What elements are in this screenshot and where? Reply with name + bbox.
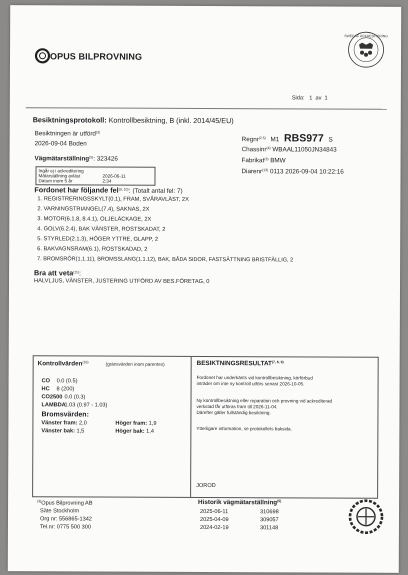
company-phone: Tel.nr: 0775 500 300 — [39, 524, 91, 531]
diary-value: 0113 2026-09-04 10:22:16 — [269, 168, 344, 176]
regnr-row: Regnr$^{(2.5)}$ M1 RBS977 S — [241, 132, 333, 145]
company-orgnr: Org nr: 556865-1342 — [39, 516, 92, 523]
swedac-seal-icon — [344, 31, 388, 69]
inspection-performed-value: 2026-09-04 Boden — [34, 140, 87, 148]
defect-item: 4. GOLV(6.2.4), BAK VÄNSTER, ROSTSKADAT, 2 — [37, 226, 166, 233]
defect-item: 2. VARNINGSTRIANGEL(7.4), SAKNAS, 2X — [37, 206, 150, 213]
history-value: 309057 — [259, 517, 279, 524]
defect-item: 3. MOTOR(6.1.8, 8.4.1), OLJELÄCKAGE, 2X — [37, 216, 152, 223]
result-paragraph-3: Ytterligare information, se protokollets baksida. — [196, 425, 292, 432]
make-row: Fabrikat$^{(3)}$ BMW — [241, 157, 286, 165]
result-paragraph-1-line-2: inträder om inte ny kontroll utförs senast 2026-10-05. — [196, 380, 305, 387]
brake-heading: Bromsvärden: — [41, 411, 89, 419]
control-note: (gränsvärden inom parentes) — [105, 361, 165, 367]
result-paragraph-1-line-1: Fordonet har underkänts vid kontrollbesiktning, körförbud — [196, 374, 313, 381]
result-signature: JOROD — [196, 482, 216, 490]
history-date: 2025-06-11 — [200, 508, 229, 516]
history-heading: Historik vägmätarställning$^{(5)}$ — [198, 498, 282, 507]
protocol-title: Besiktningsprotokoll: Kontrollbesiktning, B (inkl. 2014/45/EU) — [32, 115, 234, 126]
control-heading: Kontrollvärden$^{(16)}$ — [37, 360, 89, 368]
good-to-know-heading: Bra att veta$^{(11)}$: — [34, 268, 82, 278]
history-date: 2024-02-19 — [199, 524, 229, 532]
control-value-hc: 8 (200) — [56, 386, 75, 393]
company-seat: Säte Stockholm — [40, 508, 80, 515]
defects-heading: Fordonet har följande fel$^{(9, 10)}$: (Totalt antal fel: 7) — [34, 185, 183, 195]
brand-name: OPUS BILPROVNING — [49, 51, 143, 62]
brake-rear-left: Vänster bak: 1,5 — [41, 428, 85, 435]
brake-front-right: Höger fram: 1,9 — [115, 420, 157, 427]
result-paragraph-2-line-3: Därefter gäller fullständig besiktning. — [196, 409, 271, 416]
header-divider — [26, 107, 387, 109]
result-paragraph-2-line-1: Ny kontrollbesiktning eller reparation och provning vid ackrediterad — [196, 397, 333, 404]
company-name: $^{(3)}$Opus Bilprovning AB — [37, 499, 93, 507]
odometer-value: 323426 — [96, 155, 118, 163]
make-value: BMW — [270, 157, 286, 165]
history-date: 2025-04-09 — [199, 516, 229, 524]
defect-item: 7. BROMSRÖR(1.1.11), BROMSSLANG(1.1.12), BAK, BÅDA SIDOR, FASTSÄTTNING BRISTFÄLLIG, 2 — [37, 256, 294, 264]
stamp-icon — [348, 499, 384, 535]
result-paragraph-2-line-2: verkstad får utföras fram till 2026-11-04. — [196, 403, 278, 410]
chassis-value: WBAAL11050JN34843 — [272, 146, 337, 154]
defect-item: 6. BAKVAGNSRAM(6.1), ROSTSKADAD, 2 — [37, 246, 148, 253]
inspection-performed-label: Besiktningen är utförd$^{(3)}$ — [34, 130, 101, 138]
page-indicator: Sida: 1 av 1 — [291, 95, 328, 102]
control-label-hc: HC — [41, 386, 50, 393]
result-heading: BESIKTNINGSRESULTAT$^{(7, 8, 9)}$ — [196, 359, 284, 368]
control-value-lambda: 1.03 (0.97 - 1.03) — [64, 402, 108, 409]
brake-rear-right: Höger bak: 1,4 — [115, 428, 154, 435]
brake-front-left: Vänster fram: 2,0 — [41, 420, 87, 427]
control-value-co2500: 0.0 (0.3) — [64, 394, 86, 401]
history-value: 310698 — [260, 509, 279, 516]
odometer-note-box: Ingår ej i ackreditering Mätarställning avläst 2026-06-11 Datum inom 5 år 2:34 — [35, 166, 155, 186]
inspection-protocol-sheet — [8, 5, 401, 573]
good-to-know-text: HALVLJUS, VÄNSTER, JUSTERING UTFÖRD AV BES.FÖRETAG, 0 — [34, 278, 210, 286]
control-value-co: 0.0 (0.5) — [56, 378, 78, 385]
control-label-lambda: LAMBDA — [41, 402, 66, 409]
control-label-co2500: CO2500 — [41, 394, 63, 401]
control-label-co: CO — [41, 378, 50, 385]
odometer-row: Vägmätarställning$^{(5)}$: 323426 — [34, 155, 118, 163]
opus-logo-icon — [35, 48, 50, 63]
defect-item: 1. REGISTRERINGSSKYLT(0.1), FRAM, SVÅRAVLÄST, 2X — [37, 196, 189, 203]
defect-item: 5. STYRLED(2.1.3), HÖGER YTTRE, GLAPP, 2 — [37, 236, 159, 243]
chassis-row: Chassinr$^{(4)}$ WBAAL11050JN34843 — [241, 146, 337, 154]
diary-row: Diarenr$^{(13)}$ 0113 2026-09-04 10:22:16 — [241, 168, 344, 176]
seal-text: SWEDAC ACKREDITERING — [344, 34, 388, 39]
regnr-value: RBS977 — [284, 132, 324, 145]
history-value: 301148 — [259, 525, 279, 532]
